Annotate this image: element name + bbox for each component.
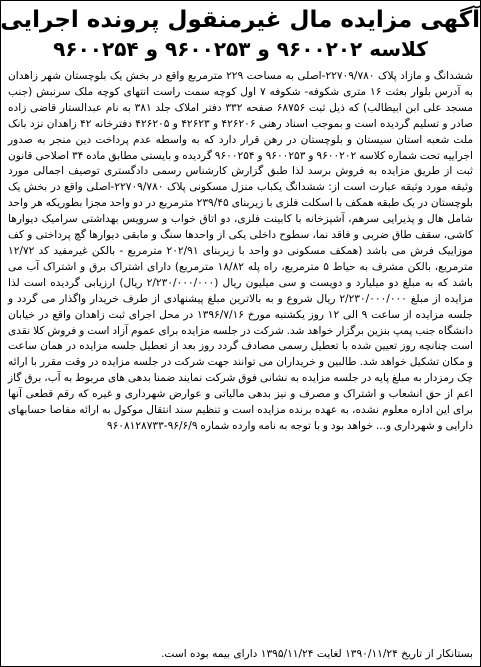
notice-title: آگهی مزایده مال غیرمنقول پرونده اجرایی: [0, 7, 480, 33]
notice-footer: بستانکار از تاریخ ۱۳۹۰/۱۱/۲۴ لغایت ۱۳۹۵/۱۱/۲۴ دارای بیمه بوده است.: [161, 648, 473, 660]
notice-case-numbers: کلاسه ۹۶۰۰۲۰۲ و ۹۶۰۰۲۵۳ و ۹۶۰۰۲۵۴: [53, 37, 428, 61]
notice-body: ششدانگ و مازاد پلاک ۲۲۷۰۹/۷۸۰-اصلی به مساحت ۲۲۹ مترمربع واقع در بخش یک بلوچستان شهر زاهدان به آدرس بلوار بعثت ۱۶ متری شکوفه- شکوفه ۷ اول کوچه سمت راست انتهای کوچه ملک سرنبش (جنب مسجد علی ابن ابیطالب) که ذیل ثبت ۶۸۷۵۶ صفحه ۳۳۲ دفتر املاک جلد ۳۸۱ به نام عبدالستار قاضی زاده صادر و تسلیم گردیده است و بموجب اسناد رهنی ۴۲۶۲۰۶ و ۴۲۶۲۳ و ۴۲۶۲۰۵ دفترخانه ۴۲ زاهدان نزد بانک ملت شعبه استان سیستان و بلوچستان در رهن قرار دارد که به واسطه عدم پرداخت دین منجر به صدور اجراییه تحت شماره کلاسه ۹۶۰۰۲۰۲ و ۹۶۰۰۲۵۳ و ۹۶۰۰۲۵۴ گردیده و بایستی مطابق ماده ۳۴ اصلاحی قانون ثبت از طریق مزایده به فروش برسد لذا طبق گزارش کارشناس رسمی دادگستری توصیف اجمالی مورد وثیقه مورد وثیقه عبارت است از: ششدانگ یکباب منزل مسکونی پلاک ۲۲۷۰۹/۷۸۰-اصلی واقع در بخش یک بلوچستان در یک طبقه همکف با اسکلت فلزی با زیربنای ۲۳۹/۴۵ مترمربع در دو واحد مجزا بطوریکه هر واحد شامل هال و پذیرایی سرهم، آشپزخانه با کابینت فلزی، دو اتاق خواب و سرویس بهداشتی سرامیک دیوارها کاشی، سقف طاق ضربی و فاقد نما، سطوح داخلی یکی از واحدها سنگ و مابقی دیوارها گچ پرداختی و کف موزاییک فرش می باشد (همکف مسکونی دو واحد با زیربنای ۲۰۲/۹۱ مترمربع - بالکن غیرمفید کد ۱۲/۷۲ مترمربع، بالکن مشرف به حیاط ۵ مترمربع، راه پله ۱۸/۸۲ مترمربع) دارای اشتراک برق و اشتراک آب می باشد که به مبلغ دو میلیارد و دویست و سی میلیون ریال (۲/۲۳۰/۰۰۰/۰۰۰ ریال) ارزیابی گردیده است لذا مزایده از مبلغ ۲/۲۳۰/۰۰۰/۰۰۰ ریال شروع و به بالاترین مبلغ پیشنهادی از طرف خریدار واگذار می گردد و جلسه مزایده از ساعت ۹ الی ۱۲ روز یکشنبه مورخ ۱۳۹۶/۷/۱۶ در محل اجرای ثبت زاهدان واقع در خیابان دانشگاه جنب پمپ بنزین برگزار خواهد شد. شرکت در جلسه مزایده برای عموم آزاد است و فروش کلا نقدی است چنانچه روز تعیین شده با تعطیل رسمی مصادف گردد روز بعد از تعطیل جلسه مزایده در همان ساعت و مکان تشکیل خواهد شد. طالبین و خریداران می توانند جهت شرکت در جلسه مزایده در وقت مقرر با ارائه چک رمزدار به مبلغ پایه در جلسه مزایده به نشانی فوق شرکت نمایند ضمنا بدهی های مربوط به آب، برق گاز اعم از حق انشعاب و اشتراک و مصرف و نیز بدهی مالیاتی و عوارض شهرداری و غیره که رقم قطعی آنها برای این اداره معلوم نشده، به عهده برنده مزایده است و تنظیم سند انتقال موکول به ارائه مفاصا حسابهای دارایی و شهرداری و... خواهد بود و با توجه به نامه وارده شماره ۹۶/۶/۹-۹۶۰۸۱۲۸۷۳۳: [8, 70, 474, 432]
notice-header: [1, 1, 480, 67]
